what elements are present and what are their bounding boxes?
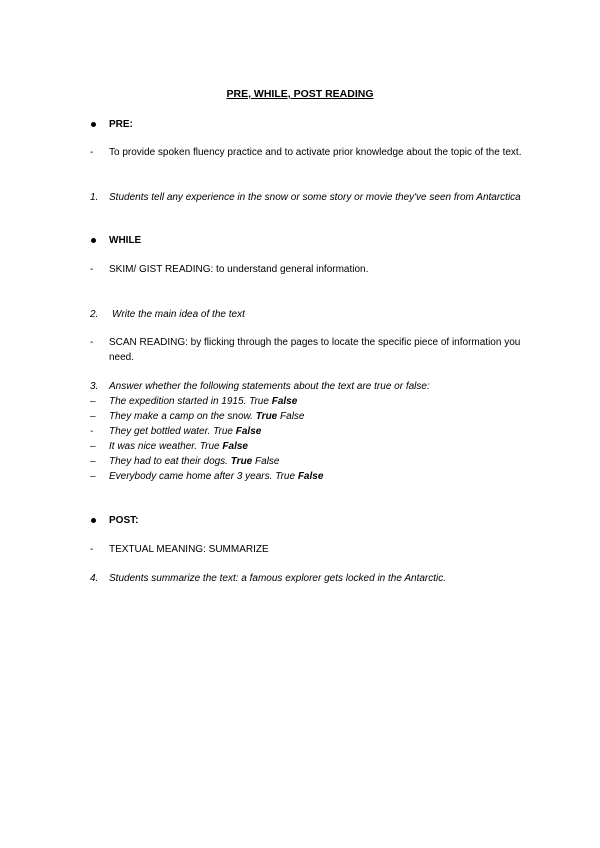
statement-text: They had to eat their dogs. xyxy=(109,456,228,467)
statement-text: They make a camp on the snow. xyxy=(109,411,253,422)
post-heading: POST: xyxy=(109,515,139,526)
true-option: True xyxy=(199,441,220,452)
statement-marker: – xyxy=(90,456,96,467)
dash-marker: - xyxy=(90,147,94,158)
page-title: PRE, WHILE, POST READING xyxy=(226,88,374,100)
statement-marker: - xyxy=(90,426,94,437)
bullet-icon xyxy=(91,238,96,243)
false-option: False xyxy=(297,471,324,482)
statement-text: They get bottled water. xyxy=(109,426,211,437)
bullet-icon xyxy=(91,518,96,523)
statement-text: The expedition started in 1915. xyxy=(109,396,247,407)
false-option: False xyxy=(255,456,280,467)
task-2-number: 2. xyxy=(90,309,99,320)
true-option: True xyxy=(213,426,233,437)
task-4-number: 4. xyxy=(90,573,99,584)
task-1-text: Students tell any experience in the snow or some story or movie they've seen from Antarctica xyxy=(109,192,521,203)
task-3-number: 3. xyxy=(90,381,99,392)
bullet-icon xyxy=(91,122,96,127)
statement-text: It was nice weather. xyxy=(109,441,198,452)
true-option: True xyxy=(255,411,278,422)
false-option: False xyxy=(235,426,262,437)
task-4-text: Students summarize the text: a famous explorer gets locked in the Antarctic. xyxy=(109,573,447,584)
task-1-number: 1. xyxy=(90,192,99,203)
pre-item-text: To provide spoken fluency practice and to activate prior knowledge about the topic of the text. xyxy=(109,147,522,158)
textual-text: TEXTUAL MEANING: SUMMARIZE xyxy=(109,544,269,555)
statement-marker: – xyxy=(90,396,96,407)
false-option: False xyxy=(280,411,305,422)
scan-text: SCAN READING: by flicking through the pages to locate the specific piece of information you need. xyxy=(109,337,521,363)
false-option: False xyxy=(271,396,298,407)
true-option: True xyxy=(275,471,296,482)
dash-marker: - xyxy=(90,544,94,555)
task-2-text: Write the main idea of the text xyxy=(112,309,245,320)
task-3-text: Answer whether the following statements about the text are true or false: xyxy=(109,381,430,392)
statement-text: Everybody came home after 3 years. xyxy=(109,471,273,482)
pre-heading: PRE: xyxy=(109,119,133,130)
skim-text: SKIM/ GIST READING: to understand general information. xyxy=(109,264,369,275)
while-heading: WHILE xyxy=(109,235,142,246)
statement-marker: – xyxy=(90,441,96,452)
true-option: True xyxy=(249,396,269,407)
true-option: True xyxy=(230,456,253,467)
false-option: False xyxy=(222,441,248,452)
dash-marker: - xyxy=(90,337,94,348)
statement-marker: – xyxy=(90,471,96,482)
statement-marker: – xyxy=(90,411,96,422)
dash-marker: - xyxy=(90,264,94,275)
